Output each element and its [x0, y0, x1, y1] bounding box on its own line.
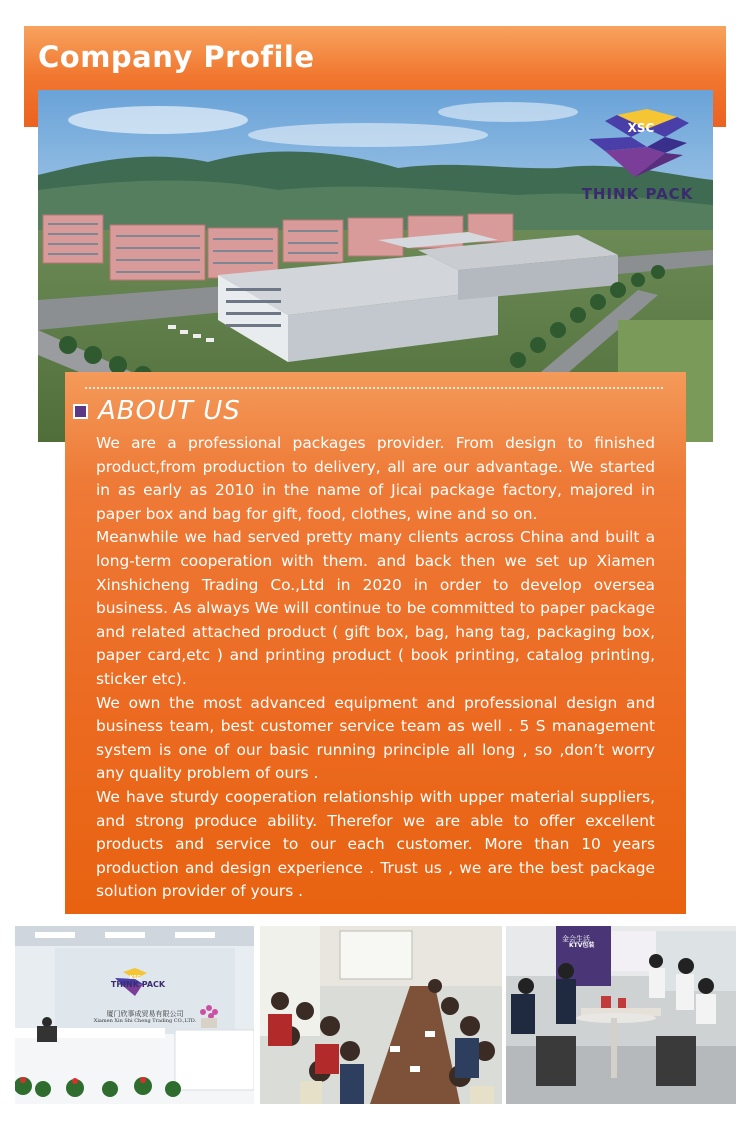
- about-body: [96, 432, 655, 904]
- showroom-sign-big: KTV包装: [569, 942, 595, 949]
- logo-name: THINK PACK: [581, 185, 694, 203]
- about-paragraph: Meanwhile we had served pretty many clients across China and built a long-term cooperation with them. and back then we set up Xiamen Xinshicheng Trading Co.,Ltd in 2020 in order to develop oversea business. As always We will continue to be committed to paper package and related attached product ( gift box, bag, hang tag, packaging box, paper card,etc ) and printing product ( book printing, catalog printing, sticker etc).: [96, 528, 655, 688]
- about-paragraph: We own the most advanced equipment and professional design and business team, best customer service team as well . 5 S management system is one of our basic running principle all long , so ,don’t worry any quality problem of ours .: [96, 693, 655, 783]
- meeting-photo: [260, 926, 502, 1104]
- showroom-photo: [506, 926, 736, 1104]
- page-title: Company Profile: [38, 40, 315, 74]
- dotted-divider: [85, 387, 663, 389]
- about-paragraph: We are a professional packages provider. From design to finished product,from production to delivery, all are our advantage. We started in as early as 2010 in the name of Jicai package factory, majored in paper box and bag for gift, food, clothes, wine and so on.: [96, 434, 655, 523]
- think-pack-logo: [575, 107, 700, 207]
- reception-wall-text-cn: 厦门欣事成贸易有限公司: [106, 1010, 184, 1018]
- about-heading: [73, 396, 241, 426]
- reception-logo-name: THINK PACK: [110, 980, 166, 989]
- logo-mark-text: XSC: [627, 121, 655, 135]
- reception-wall-text-en: Xiamen Xin Shi Cheng Trading CO.,LTD.: [93, 1018, 197, 1024]
- about-us-card: [65, 372, 686, 914]
- about-title: ABOUT US: [98, 396, 241, 426]
- about-paragraph: We have sturdy cooperation relationship with upper material suppliers, and strong produce ability. Therefor we are able to offer excellent products and service to our each customer. More than 10 years production and design experience . Trust us , we are the best package solution provider of yours .: [96, 787, 655, 901]
- reception-photo: [15, 926, 254, 1104]
- square-bullet-icon: [73, 404, 88, 419]
- reception-logo-mark: XSC: [129, 975, 141, 981]
- showroom-sign-small: 金会生活: [562, 935, 590, 943]
